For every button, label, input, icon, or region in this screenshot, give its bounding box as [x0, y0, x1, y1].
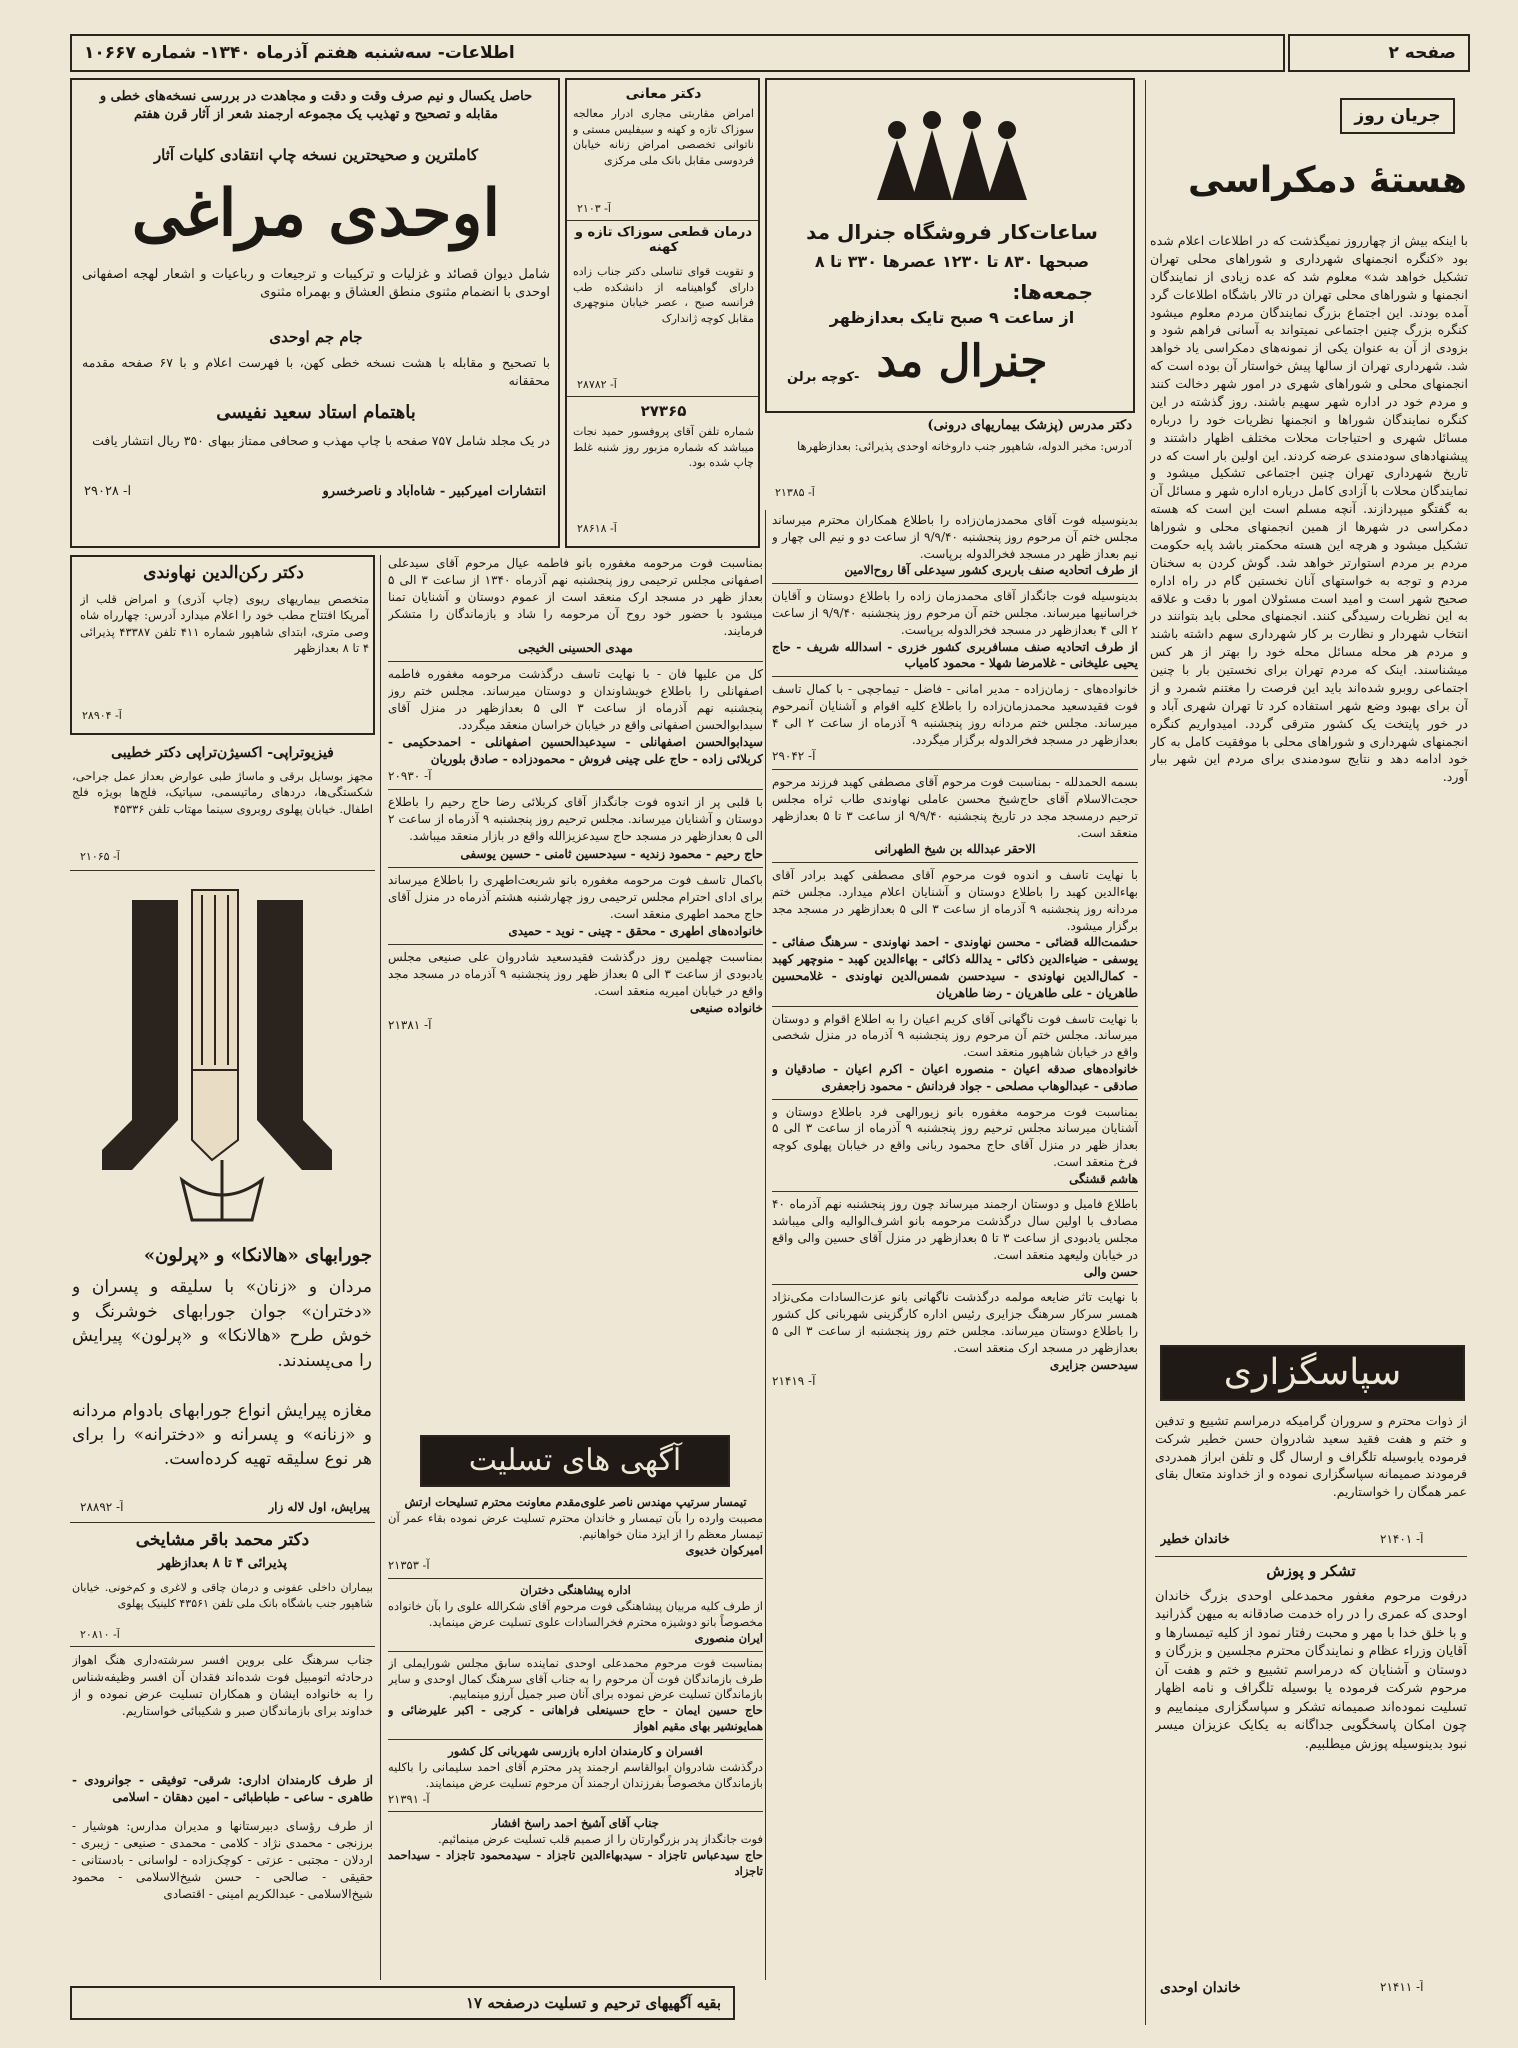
gratitude-title: تشکر و پوزش — [1266, 1562, 1356, 1580]
notice-text: از طرف کلیه مربیان پیشاهنگی فوت مرحوم آقای شکرالله علوی را بآن خانواده مخصوصاً بانو دوشیزه محترم فخرالسادات علوی تسلیت عرض مینماید. — [388, 1599, 763, 1630]
socks-body1: مردان و «زنان» با سلیقه و پسران و «دختران» جوان جورابهای خوشرنگ و خوش طرح «هالانکا» و «پرلون» پیرایش را می‌پسندند. — [72, 1277, 372, 1371]
left-bottom-notice: جناب سرهنگ علی بروین افسر سرشته‌داری هنگ اهواز درحادثه اتومبیل فوت شده‌اند فقدان آن افسر وظیفه‌شناس را به خانواده ایشان و همکاران تسلیت عرض نموده و از خداوند برای بازماندگان صبر و شکیبائی خواستاریم. — [72, 1653, 373, 1719]
notice-text: بدینوسیله فوت آقای محمدزمان‌زاده را باطلاع همکاران محترم میرساند مجلس ختم آن مرحوم روز پنجشنبه ۹/۹/۴۰ از ساعت دو و نیم الی چهار و نیم بعداز ظهر در مسجد فخرالدوله برپاست. — [772, 513, 1138, 561]
notice-text: بدینوسیله فوت جانگداز آقای محمدزمان زاده را باطلاع دوستان و آقایان خراسانیها میرساند. مجلس ختم آن مرحوم روز پنجشنبه ۹/۹/۴۰ از ساعت ۲ الی ۴ بعدازظهر در مسجد فخرالدوله برپاست. — [772, 589, 1138, 637]
physio-code: آ- ۲۱۰۶۵ — [80, 850, 120, 863]
condolence-banner — [420, 1435, 730, 1487]
notices-middle — [388, 555, 763, 1430]
thanks-banner — [1160, 1345, 1465, 1401]
column-rule — [1145, 80, 1146, 2025]
editorial-title: هستهٔ دمکراسی — [1188, 160, 1467, 201]
left-bottom-staff: از طرف کارمندان اداری: شرقی- توفیقی - جوانرودی - طاهری - ساعی - طباطبائی - امین دهقان - اسلامی — [72, 1773, 373, 1805]
notice-center-8 — [772, 1196, 1138, 1285]
divider — [70, 1646, 375, 1647]
book-publisher: انتشارات امیرکبیر - شاه‌آباد و ناصرخسرو — [322, 484, 546, 499]
modarres-code: آ- ۲۱۳۸۵ — [775, 486, 815, 499]
notice-text: بمناسبت فوت مرحومه مغفوره بانو فاطمه عیال مرحوم آقای سیدعلی اصفهانی مجلس ترحیمی روز پنجشنبه نهم آذرماه ۱۳۴۰ از ساعت ۳ الی ۵ بعداز ظهر در مسجد ارک منعقد است از عموم دوستان و آشنایان تمنا میشود با حضور خود روح آن مرحومه را شاد و بازماندگان را متشکر فرمایند. — [388, 556, 763, 639]
notice-code: آ- ۲۹۰۴۲ — [772, 749, 816, 764]
notice-sign: مهدی الحسینی الخیجی — [518, 641, 633, 656]
notice-sign: حاج حسین ایمان - حاج حسینعلی فراهانی - کرجی - اکبر علیرضائی و همایونشیر بهای مقیم اهواز — [388, 1703, 763, 1734]
notice-sign: خانواده‌های صدقه اعیان - منصوره اعیان - اکرم اعیان - صادقیان و صادقی - عبدالوهاب مصلحی - جواد فردانش - محمود زاجعفری — [772, 1061, 1138, 1093]
divider — [70, 870, 375, 871]
book-desc2: با تصحیح و مقابله با هشت نسخه خطی کهن، با فهرست اعلام و با ۶۷ صفحه مقدمه محققانه — [82, 355, 550, 388]
socks-store: پیرایش، اول لاله زار — [268, 1500, 370, 1514]
phone-code: آ- ۲۸۶۱۸ — [577, 522, 617, 535]
notice-code: آ- ۲۱۳۸۱ — [388, 1017, 432, 1032]
socks-code: آ- ۲۸۸۹۲ — [80, 1500, 124, 1514]
notice-mid2-5 — [388, 1816, 763, 1879]
socks-illustration — [72, 880, 372, 1240]
notice-code: آ- ۲۰۹۳۰ — [388, 769, 432, 784]
thanks-body: از ذوات محترم و سروران گرامیکه درمراسم تشییع و تدفین و ختم و هفت فقید سعید شادروان حسن خطیر شرکت فرموده یابوسیله تلگراف و ارسال گل و تلفن ابراز همدردی فرمودند صمیمانه سپاسگزاری نموده و از خداوند متعال بقای عمر همگان را خواستاریم. — [1155, 1413, 1467, 1499]
rokn-ad — [70, 555, 375, 735]
notice-sign: از طرف اتحادیه صنف مسافربری کشور خزری - اسدالله شریف - حاج یحیی علیخانی - غلامرضا شهلا - محمود کامیاب — [772, 639, 1138, 671]
notice-sign: سیدابوالحسن اصفهانلی - سیدعبدالحسین اصفهانلی - احمدحکیمی - کربلائی زاده - حاج علی چینی فروش - محمودزاده - صادق بلوریان — [388, 735, 763, 767]
rokn-name: دکتر رکن‌الدین نهاوندی — [143, 563, 304, 583]
book-code: آ- ۲۹۰۲۸ — [84, 484, 132, 499]
notice-code: آ- ۲۱۴۱۹ — [772, 1374, 816, 1389]
notice-mid2-1 — [388, 1495, 763, 1579]
gon-title: درمان قطعی سوزاک تازه و کهنه — [574, 225, 753, 255]
notice-title: اداره پیشاهنگی دختران — [520, 1583, 631, 1598]
mashayekhi-code: آ- ۲۰۸۱۰ — [80, 1628, 120, 1641]
notice-center-4 — [772, 774, 1138, 863]
notice-text: خانواده‌های - زمان‌زاده - مدیر امانی - فاضل - تیماجچی - با کمال تاسف فوت فقیدسعید محمدزمان‌زاده را باطلاع کلیه اقوام و آشنایان آنمرحوم میرساند. مجلس ختم مردانه روز پنجشنبه ۹ آذرماه از ساعت ۲ الی ۴ بعدازظهر در مسجد فخرالدوله برگزار میگردد. — [772, 682, 1138, 747]
book-editor: باهتمام استاد سعید نفیسی — [216, 402, 416, 423]
book-subtitle: جام جم اوحدی — [269, 328, 363, 346]
notice-text: بسمه الحمدلله - بمناسبت فوت مرحوم آقای مصطفی کهبد فرزند مرحوم حجت‌الاسلام آقای حاج‌شیخ محسن عاملی نهاوندی طاب ثراه مجلس ترحیم درمسجد مجد در تاریخ پنجشنبه ۹/۹/۴۰ از ساعت ۳ تا ۵ بعدازظهر منعقد است. — [772, 775, 1138, 840]
thanks-code: آ- ۲۱۴۰۱ — [1380, 1532, 1424, 1546]
doctor-ads-column — [565, 78, 760, 548]
thanks-sign: خاندان خطیر — [1160, 1532, 1230, 1547]
maani-code: آ- ۲۱۰۳ — [577, 202, 611, 215]
gratitude-sign: خاندان اوحدی — [1160, 1980, 1241, 1996]
book-title: اوحدی مراغی — [131, 176, 501, 251]
notice-center-3 — [772, 681, 1138, 770]
notice-sign: حاج سیدعباس تاجزاد - سیدبهاءالدین تاجزاد - سیدمحمود تاجزاد - سیداحمد تاجزاد — [388, 1848, 763, 1879]
notice-sign: ایران منصوری — [694, 1630, 763, 1645]
notice-title: تیمسار سرتیپ مهندس ناصر علوی‌مقدم معاونت محترم تسلیحات ارتش — [404, 1495, 747, 1509]
mashayekhi-body: بیماران داخلی عفونی و درمان چاقی و لاغری و کم‌خونی. خیابان شاهپور جنب باشگاه بانک ملی تلفن ۴۳۵۶۱ کلینیک پهلوی — [72, 1581, 373, 1610]
socks-title: جورابهای «هالانکا» و «پرلون» — [143, 1245, 372, 1266]
notice-sign: امیرکوان خدیوی — [685, 1542, 763, 1557]
notice-sign: حاج رحیم - محمود زندیه - سیدحسین ثامنی - حسین یوسفی — [460, 846, 763, 861]
book-intro: حاصل یکسال و نیم صرف وقت و دقت و مجاهدت در بررسی نسخه‌های خطی و مقابله و تصحیح و تهذیب یک مجموعه ارجمند شعر از آثار قرن هفتم — [99, 89, 533, 123]
editorial-body: با اینکه بیش از چهارروز نمیگذشت که در اطلاعات اعلام شده بود «کنگره انجمنهای شهرداری و شوراهای محلی تهران تشکیل خواهد شد» معلوم شد که عده زیادی از نمایندگان انجمنها و شوراهای محلی تهران در تالار باشگاه اطلاعات گرد آمده بودند. این اجتماع بزرگ نمایندگان مردم معلوم میشود کنگره بزرگ چنین اجتماعی نمیتواند به آسانی فراهم شود و بزودی از آن به عنوان یکی از نمونه‌های دمکراسی یاد خواهد شد. شهرداری تهران از سالها پیش خواستار آن بوده است که انجمنهای محلی و شوراهای شهری در امور شهر دخالت کنند و مردم خود در اداره شهر سهیم باشند. روز گذشته در این کنگره نمایندگان شوراها و انجمنها نظریات خود را درباره مسائل شهری و احتیاجات محلات مختلف اظهار داشتند و پیشنهادهای سودمندی عرضه کردند. این اولین بار است که در تاریخ شهرداری تهران چنین اجتماعی تشکیل میشود و نمایندگان محلات با آزادی کامل درباره اداره شهر و مسائل آن به گفتگو میپردازند. آنچه مسلم است این است که هسته دمکراسی در شهرها از همین انجمنهای محلی و شوراها تشکیل میشود و هرچه این هسته محکمتر باشد پایه حکومت مردم بر مردم استوارتر خواهد شد. گوش کردن به سخنان مردم و توجه به خواستهای آنان نخستین گام در راه اداره صحیح شهر است و امید است مسئولان امور با دقت و علاقه به این نظریات رسیدگی کنند. انجمنهای محلی باید بتوانند در انتخاب شهردار و نظارت بر کار شهرداری سهم داشته باشند و مردم هر محله مسائل محله خود را بهتر از هر کس میشناسند. اینک که مردم تهران برای نخستین بار با چنین اجتماعی روبرو شده‌اند باید این فرصت را مغتنم شمرد و از آن برای بهبود وضع شهر استفاده کرد تا تهران شهری آباد و در خور پایتخت یک کشور مترقی گردد. امیدواریم کنگره انجمنهای شهرداری و شوراهای محلی با موفقیت کامل به کار خود ادامه دهد و نتایج سودمندی برای مردم این شهر ببار آورد. — [1150, 233, 1468, 785]
notice-text: بمناسبت فوت مرحومه مغفوره بانو زیورالهی فرد باطلاع دوستان و آشنایان میرساند مجلس ترحیم روز پنجشنبه ۹ آذرماه از ساعت ۳ الی ۵ بعداز ظهر در منزل آقای حاج محمود ربانی واقع در خیابان پهلوی کوچه فرخ منعقد است. — [772, 1104, 1138, 1169]
notice-text: باطلاع فامیل و دوستان ارجمند میرساند چون روز پنجشنبه نهم آذرماه ۴۰ مصادف با اولین سال درگذشت مرحومه بانو اشرف‌الوالیه والی میباشد مجلس یادبودی از ساعت ۳ تا ۵ بعدازظهر در منزل آقای حسین والی واقع در خیابان ولیعهد منعقد است. — [772, 1197, 1138, 1262]
notice-sign: حشمت‌الله قضائی - محسن نهاوندی - احمد نهاوندی - سرهنگ صفائی - یوسفی - ضیاءالدین ذکائی - یدالله ذکائی - بهاءالدین کهبد - منوچهر کهبد - کمال‌الدین نهاوندی - سیدحسن شمس‌الدین نهاوندی - غلامحسین طاهریان - علی طاهریان - رضا طاهریان — [772, 935, 1138, 1000]
continued-note — [70, 1986, 735, 2020]
rokn-body: متخصص بیماریهای ریوی (چاپ آذری) و امراض قلب از آمریکا افتتاح مطب خود را اعلام میدارد آدرس: چهارراه شاه وصی متری، ابتدای شاهپور شماره ۴۱۱ تلفن ۴۳۳۸۷ پذیرائی ۴ تا ۸ بعدازظهر — [80, 592, 369, 655]
notice-title: جناب آقای آشیخ احمد راسخ افشار — [492, 1816, 659, 1831]
notice-code: آ- ۲۱۳۹۱ — [388, 1791, 430, 1806]
notice-code: آ- ۲۱۳۵۳ — [388, 1558, 430, 1573]
header-date-issue: اطلاعات- سه‌شنبه هفتم آذرماه ۱۳۴۰- شماره ۱۰۶۶۷ — [84, 43, 515, 63]
phone-number: ۲۷۳۶۵ — [640, 402, 687, 420]
store-friday-hours: از ساعت ۹ صبح تایک بعدازظهر — [829, 308, 1075, 327]
divider — [567, 396, 758, 397]
rokn-code: آ- ۲۸۹۰۴ — [82, 709, 122, 722]
column-rule — [380, 555, 381, 1980]
notice-center-2 — [772, 588, 1138, 677]
header-left-box — [70, 34, 1285, 72]
gon-body: و تقویت قوای تناسلی دکتر جناب زاده دارای گواهینامه از دانشکده طب فرانسه صبح ، عصر خیابان منوچهری مقابل کوچه ژاندارک — [573, 265, 754, 325]
book-specs: در یک مجلد شامل ۷۵۷ صفحه با چاپ مهذب و صحافی ممتاز ببهای ۳۵۰ ریال انتشار یافت — [92, 433, 550, 448]
notices-middle-2 — [388, 1495, 763, 1980]
notice-text: با قلبی پر از اندوه فوت جانگداز آقای کربلائی رضا حاج رحیم را باطلاع دوستان و آشنایان میرساند. مجلس ترحیم روز پنجشنبه ۹ آذرماه از ساعت ۲ الی ۵ بعدازظهر در مسجد حاج سیدعزیزالله واقع در بازار منعقد میباشد. — [388, 795, 763, 844]
notice-center-7 — [772, 1104, 1138, 1193]
section-tag-label: جریان روز — [1354, 106, 1441, 126]
store-logo-icon — [867, 100, 1037, 210]
maani-body: امراض مقاربتی مجاری ادرار معالجه سوزاک تازه و کهنه و سیفلیس مستی و ناتوانی تخصصی امراض زنانه خیابان فردوسی مقابل بانک ملی مرکزی — [573, 107, 754, 167]
notice-text: فوت جانگداز پدر بزرگوارتان را از صمیم قلب تسلیت عرض مینمائیم. — [438, 1832, 763, 1847]
modarres-name: دکتر مدرس (پزشک بیماریهای درونی) — [927, 418, 1132, 433]
store-address: -کوچه برلن — [787, 370, 860, 385]
book-ad — [70, 78, 560, 548]
notice-sign: هاشم قشنگی — [1069, 1171, 1138, 1186]
notice-center-1 — [772, 512, 1138, 584]
notice-sign: الاحقر عبدالله بن شیخ الطهرانی — [874, 842, 1036, 857]
notice-sign: خانواده صنیعی — [690, 1000, 763, 1015]
physio-body: مجهز بوسایل برقی و ماساژ طبی عوارض بعداز عمل جراحی، شکستگی‌ها، دردهای رماتیسمی، سیاتیک، فلج‌ها بویژه فلج اطفال. خیابان پهلوی روبروی سینما مهتاب تلفن ۴۵۳۳۶ — [72, 769, 373, 816]
condolence-banner-label: آگهی های تسلیت — [468, 1443, 682, 1478]
notice-text: با نهایت تاسف و اندوه فوت مرحوم آقای مصطفی کهبد برادر آقای بهاءالدین کهبد را باطلاع دوستان و آشنایان اعلام میدارد. مجلس ختم مردانه روز پنجشنبه ۹ آذرماه از ساعت ۳ الی ۵ بعدازظهر در مسجد مجد برگزار میشود. — [772, 868, 1138, 933]
mashayekhi-name: دکتر محمد باقر مشایخی — [135, 1530, 310, 1550]
phone-body: شماره تلفن آقای پروفسور حمید نجات میباشد که شماره مزبور روز شنبه غلط چاپ شده بود. — [573, 425, 754, 470]
notice-text: بمناسبت فوت مرحوم محمدعلی اوحدی نماینده سابق مجلس شورایملی از طرف بازماندگان فوت آن مرحوم را به جناب آقای سرهنگ کمال اوحدی و سایر بازماندگان تسلیت عرض نموده برای آنان صبر جمیل آرزو مینماییم. — [388, 1655, 763, 1702]
notice-sign: حسن والی — [1083, 1264, 1138, 1279]
modarres-body: آدرس: مخبر الدوله، شاهپور جنب داروخانه اوحدی پذیرائی: بعدازظهرها — [797, 439, 1132, 453]
notices-center — [772, 512, 1138, 1982]
notice-text: کل من علیها فان - با نهایت تاسف درگذشت مرحومه مغفوره فاطمه اصفهانلی را باطلاع خویشاوندان و دوستان میرساند. مجلس ختم روز پنجشنبه نهم آذرماه از ساعت ۳ الی ۵ بعدازظهر در منزل آقای سیدابوالحسن اصفهانی واقع در خیابان خراسان منعقد میگردد. — [388, 667, 763, 733]
left-bottom-teachers: از طرف رؤسای دبیرستانها و مدیران مدارس: هوشیار - برزنجی - محمدی نژاد - کلامی - محمدی - صنیعی - زیبری - اردلان - مجتبی - عزتی - کوچک‌زاده - لواسانی - بادستانی - حقیقی - صالحی - حسن شیخ‌الاسلامی - محمود شیخ‌الاسلامی - عبدالکریم امینی - اقتصادی — [72, 1819, 373, 1902]
notice-mid-4 — [388, 872, 763, 945]
store-brand: جنرال مد — [876, 336, 1048, 387]
notice-mid-1 — [388, 555, 763, 662]
gratitude-body: درفوت مرحوم مغفور محمدعلی اوحدی بزرگ خاندان اوحدی که عمری را در راه خدمت صادقانه به میهن گذرانید و با خلق خدا با مهر و محبت رفتار نمود از کلیه تیمسارها و آقایان وزراء عظام و نمایندگان محترم مجلسین و بزرگان و دوستان و آشنایان که درمراسم تشییع و ختم و هفت آن مرحوم شرکت فرموده یا بوسیله تلگراف و نامه اظهار تسلیت نموده‌اند صمیمانه تشکر و سپاسگزاری مینماییم و چون امکان پاسخگویی جداگانه به یکایک عزیزان میسر نبود بدینوسیله پوزش میطلبیم. — [1155, 1589, 1467, 1752]
book-desc: شامل دیوان قصائد و غزلیات و ترکیبات و ترجیعات و رباعیات و اشعار لهجه اصفهانی اوحدی با انضمام مثنوی منطق العشاق و بهمراه مثنوی — [82, 267, 550, 301]
notice-text: بمناسبت چهلمین روز درگذشت فقیدسعید شادروان علی صنیعی مجلس یادبودی از ساعت ۳ الی ۵ بعداز ظهر روز پنجشنبه ۹ آذرماه در مسجد مجد واقع در خیابان امیریه منعقد است. — [388, 949, 763, 998]
store-hours: صبحها ۸۳۰ تا ۱۲۳۰ عصرها ۳۳۰ تا ۸ — [814, 252, 1090, 271]
thanks-banner-label: سپاسگزاری — [1223, 1352, 1402, 1393]
notice-mid-5 — [388, 949, 763, 1034]
notice-text: با نهایت تاثر ضایعه مولمه درگذشت ناگهانی بانو عزت‌السادات مکی‌نژاد همسر سرکار سرهنگ جزایری رئیس اداره کارگزینی شهربانی کل کشور را باطلاع دوستان میرساند. مجلس ختم روز پنجشنبه از ساعت ۳ الی ۵ بعدازظهر در مسجد ارک منعقد است. — [772, 1290, 1138, 1355]
notice-center-6 — [772, 1011, 1138, 1100]
divider — [567, 220, 758, 221]
notice-mid-2 — [388, 666, 763, 790]
notice-mid-3 — [388, 794, 763, 867]
socks-body2: مغازه پیرایش انواع جورابهای بادوام مردانه و «زنانه» و پسرانه و «دخترانه» را برای هر نوع سلیقه تهیه کرده‌است. — [72, 1401, 372, 1469]
notice-center-5 — [772, 867, 1138, 1006]
notice-text: درگذشت شادروان ابوالقاسم ارجمند پدر محترم آقای احمد سلیمانی را باکلیه بازماندگان مخصوصاً بفرزندان ارجمند آن مرحوم تسلیت عرض مینمایند. — [388, 1759, 763, 1790]
gon-code: آ- ۲۸۷۸۲ — [577, 378, 617, 391]
notice-center-9 — [772, 1289, 1138, 1390]
notice-sign: خانواده‌های اطهری - محقق - چینی - نوید - حمیدی — [508, 923, 763, 938]
notice-text: مصیبت وارده را بآن تیمسار و خاندان محترم تسلیت عرض نموده بقاء عمر آن تیمسار معظم را از ایزد منان خواهانیم. — [388, 1510, 763, 1541]
notice-text: با نهایت تاسف فوت ناگهانی آقای کریم اعیان را به اطلاع اقوام و دوستان میرساند. مجلس ختم آن مرحوم روز پنجشنبه ۹ آذرماه در منزل شخصی واقع در خیابان شاهپور منعقد است. — [772, 1011, 1138, 1060]
header-right-box — [1288, 34, 1470, 72]
physio-title: فیزیوتراپی- اکسیژن‌تراپی دکتر خطیبی — [111, 745, 334, 761]
continued-note-label: بقیه آگهیهای ترحیم و تسلیت درصفحه ۱۷ — [466, 1994, 721, 2012]
store-friday: جمعه‌ها: — [1012, 280, 1093, 304]
notice-sign: از طرف اتحادیه صنف باربری کشور سیدعلی آقا روح‌الامین — [844, 563, 1138, 578]
gratitude-code: آ- ۲۱۴۱۱ — [1380, 1980, 1424, 1994]
page-number: صفحه ۲ — [1388, 43, 1456, 63]
divider — [1155, 1556, 1467, 1557]
notice-mid2-2 — [388, 1583, 763, 1651]
general-mod-ad — [765, 78, 1135, 413]
store-title: ساعات‌کار فروشگاه جنرال مد — [806, 220, 1098, 244]
notice-mid2-3 — [388, 1656, 763, 1740]
book-intro2: کاملترین و صحیحترین نسخه چاپ انتقادی کلیات آثار — [153, 146, 479, 164]
section-tag — [1340, 98, 1455, 134]
column-rule — [765, 510, 766, 1980]
divider — [70, 1522, 375, 1523]
maani-name: دکتر معانی — [625, 86, 702, 102]
notice-title: افسران و کارمندان اداره بازرسی شهربانی کل کشور — [448, 1744, 703, 1759]
notice-mid2-4 — [388, 1744, 763, 1812]
mashayekhi-hours: پذیرائی ۴ تا ۸ بعدازظهر — [157, 1556, 288, 1571]
notice-text: باکمال تاسف فوت مرحومه مغفوره بانو شریعت‌اطهری را باطلاع میرساند برای ادای احترام مجلس ترحیمی روز چهارشنبه هشتم آذرماه در منزل آقای حاج محمد اطهری منعقد است. — [388, 872, 763, 921]
notice-sign: سیدحسن جزایری — [1049, 1357, 1138, 1372]
